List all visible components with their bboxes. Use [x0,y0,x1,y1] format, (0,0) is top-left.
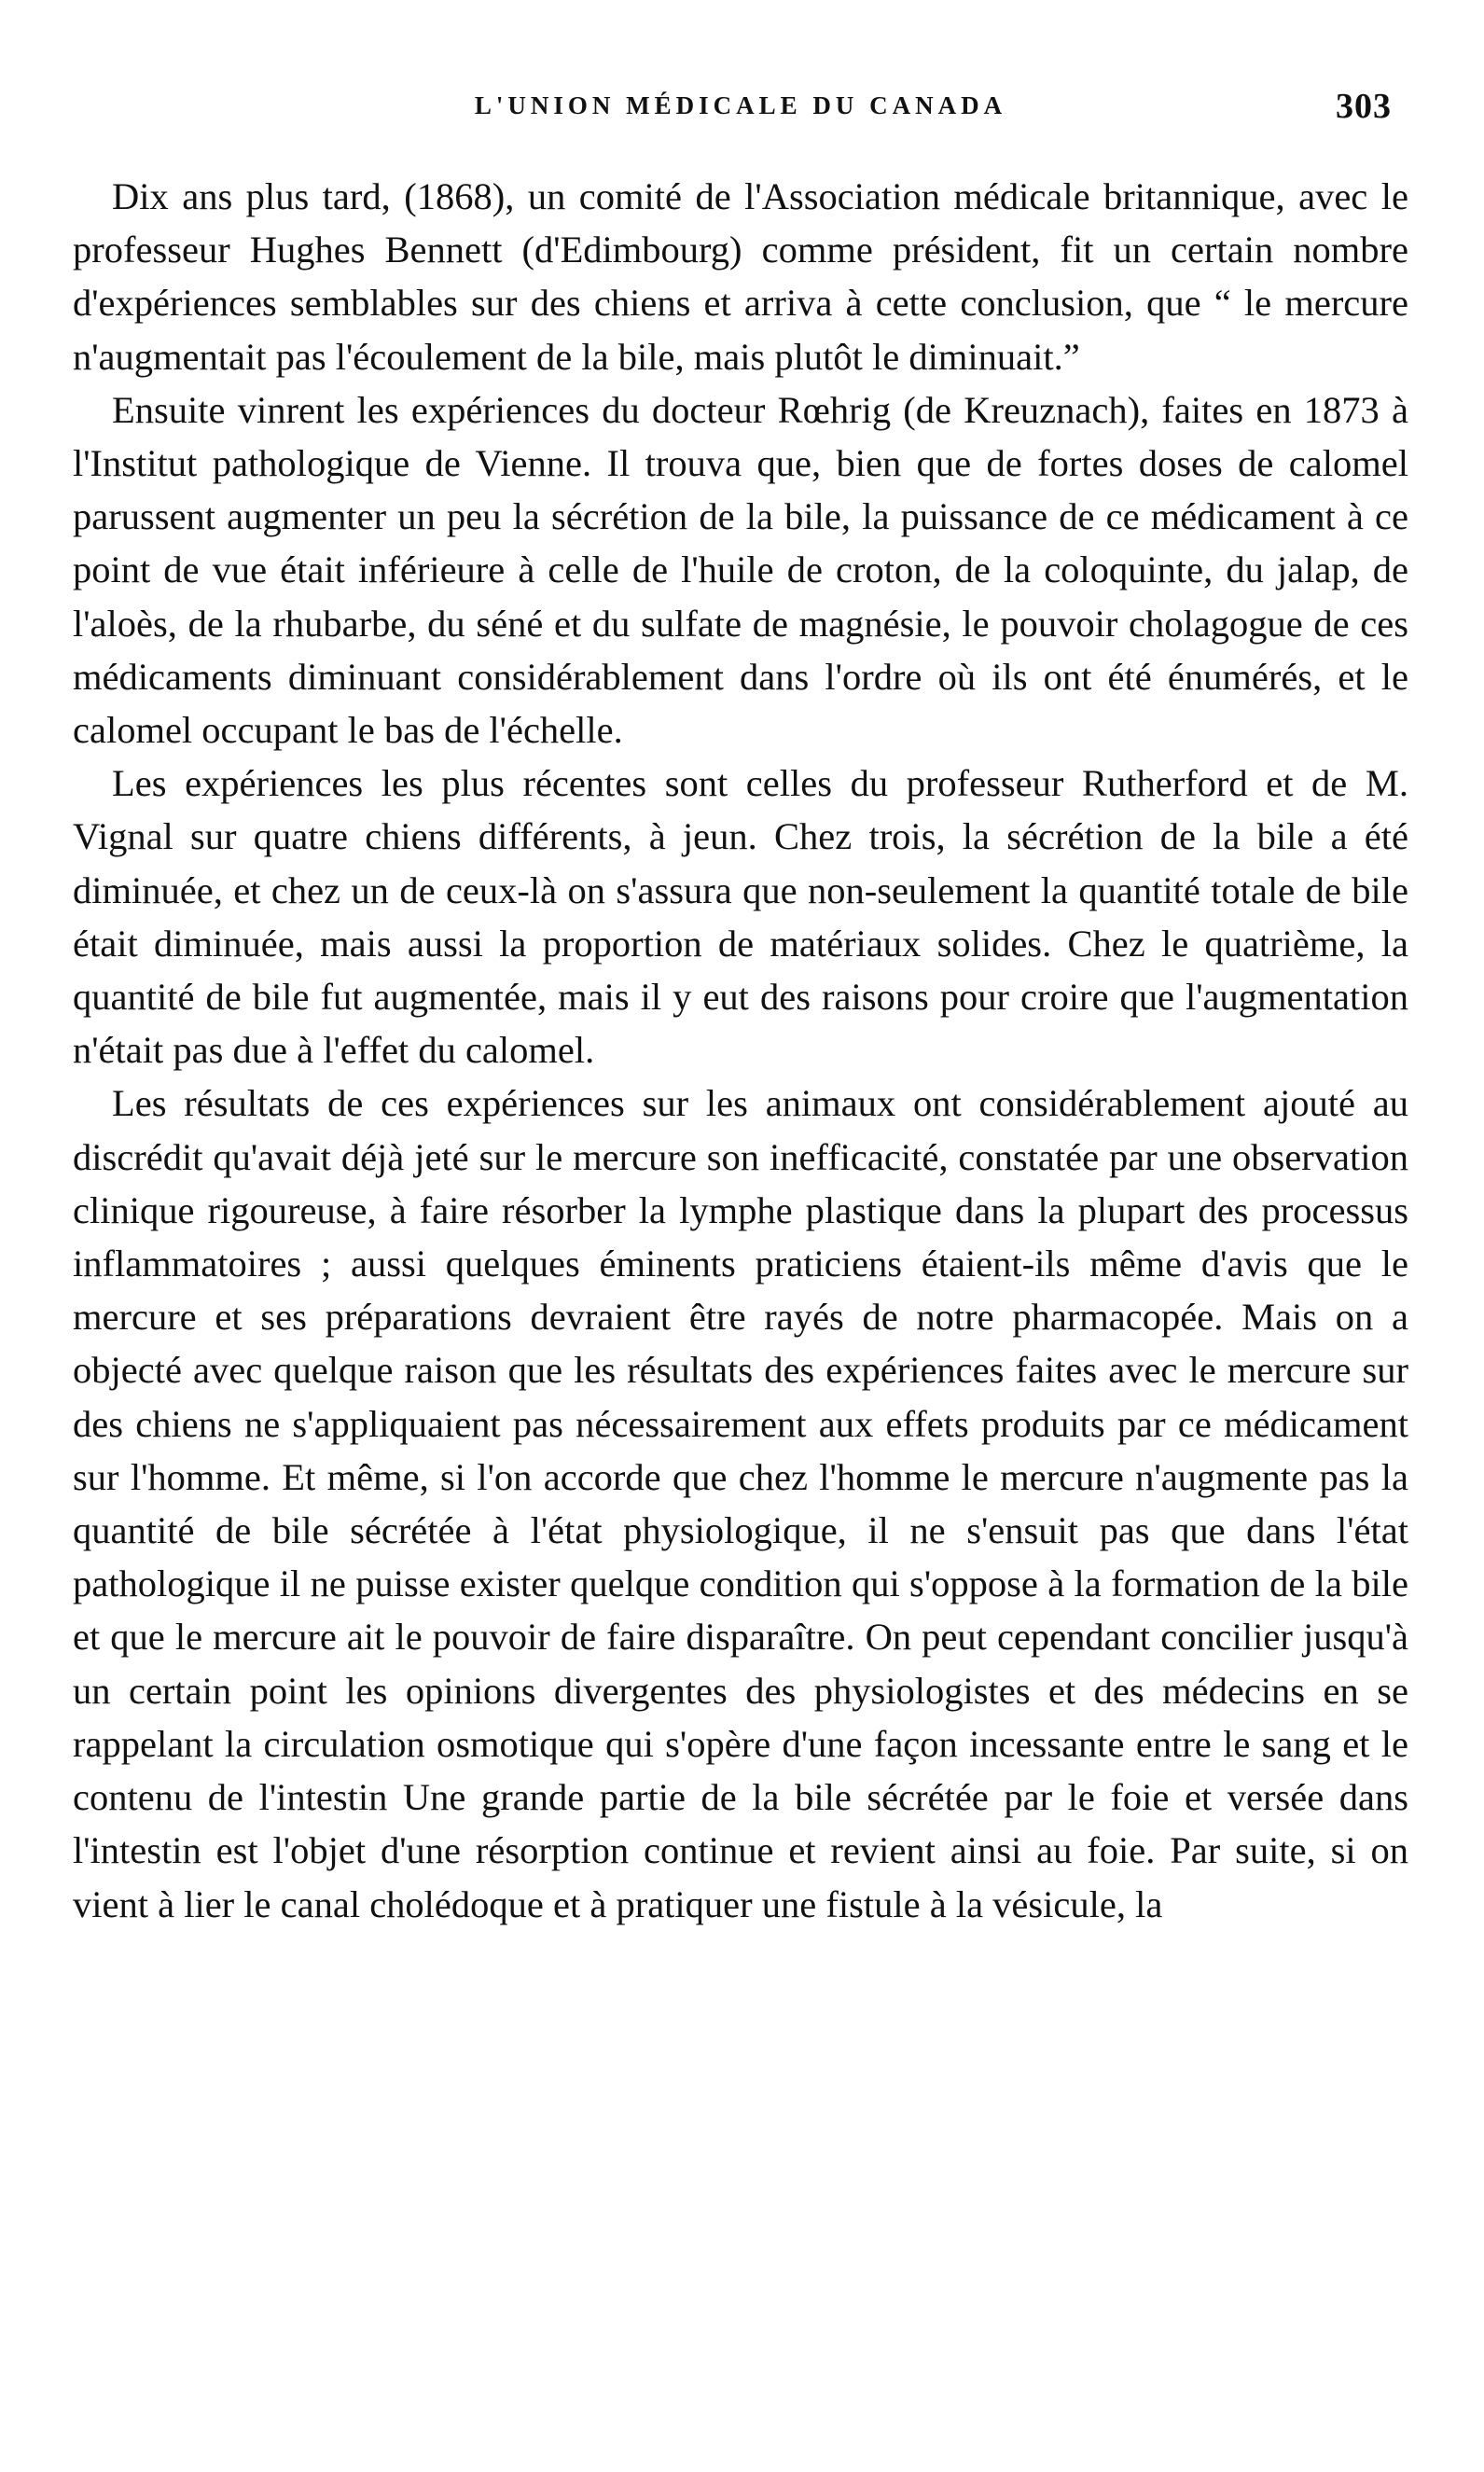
body-text [73,170,1408,1931]
paragraph: Ensuite vinrent les expériences du docteur Rœhrig (de Kreuznach), faites en 1873 à l'Institut pathologique de Vienne. Il trouva que, bien que de fortes doses de calomel parussent augmenter un peu la sécrétion de la bile, la puissance de ce médicament à ce point de vue était inférieure à celle de l'huile de croton, de la coloquinte, du jalap, de l'aloès, de la rhubarbe, du séné et du sulfate de magnésie, le pouvoir cholagogue de ces médicaments diminuant considérablement dans l'ordre où ils ont été énumérés, et le calomel occupant le bas de l'échelle. [73,388,1408,752]
document-page [73,86,1408,1931]
paragraph: Dix ans plus tard, (1868), un comité de l'Association médicale britannique, avec le professeur Hughes Bennett (d'Edimbourg) comme président, fit un certain nombre d'expériences semblables sur des chiens et arriva à cette conclusion, que “ le mercure n'augmentait pas l'écoulement de la bile, mais plutôt le diminuait.” [73,175,1408,378]
page-number: 303 [1336,87,1392,126]
running-header [73,86,1408,142]
journal-title: L'UNION MÉDICALE DU CANADA [474,91,1007,119]
paragraph: Les résultats de ces expériences sur les animaux ont considérablement ajouté au discrédit qu'avait déjà jeté sur le mercure son inefficacité, constatée par une observation clinique rigoureuse, à faire résorber la lymphe plastique dans la plupart des processus inflammatoires ; aussi quelques éminents praticiens étaient-ils même d'avis que le mercure et ses préparations devraient être rayés de notre pharmacopée. Mais on a objecté avec quelque raison que les résultats des expériences faites avec le mercure sur des chiens ne s'appliquaient pas nécessairement aux effets produits par ce médicament sur l'homme. Et même, si l'on accorde que chez l'homme le mercure n'augmente pas la quantité de bile sécrétée à l'état physiologique, il ne s'ensuit pas que dans l'état pathologique il ne puisse exister quelque condition qui s'oppose à la formation de la bile et que le mercure ait le pouvoir de faire disparaître. On peut cependant concilier jusqu'à un certain point les opinions divergentes des physiologistes et des médecins en se rappelant la circulation osmotique qui s'opère d'une façon incessante entre le sang et le contenu de l'intestin Une grande partie de la bile sécrétée par le foie et versée dans l'intestin est l'objet d'une résorption continue et revient ainsi au foie. Par suite, si on vient à lier le canal cholédoque et à pratiquer une fistule à la vésicule, la [73,1082,1408,1925]
paragraph: Les expériences les plus récentes sont celles du professeur Rutherford et de M. Vignal sur quatre chiens différents, à jeun. Chez trois, la sécrétion de la bile a été diminuée, et chez un de ceux-là on s'assura que non-seulement la quantité totale de bile était diminuée, mais aussi la proportion de matériaux solides. Chez le quatrième, la quantité de bile fut augmentée, mais il y eut des raisons pour croire que l'augmentation n'était pas due à l'effet du calomel. [73,762,1408,1072]
